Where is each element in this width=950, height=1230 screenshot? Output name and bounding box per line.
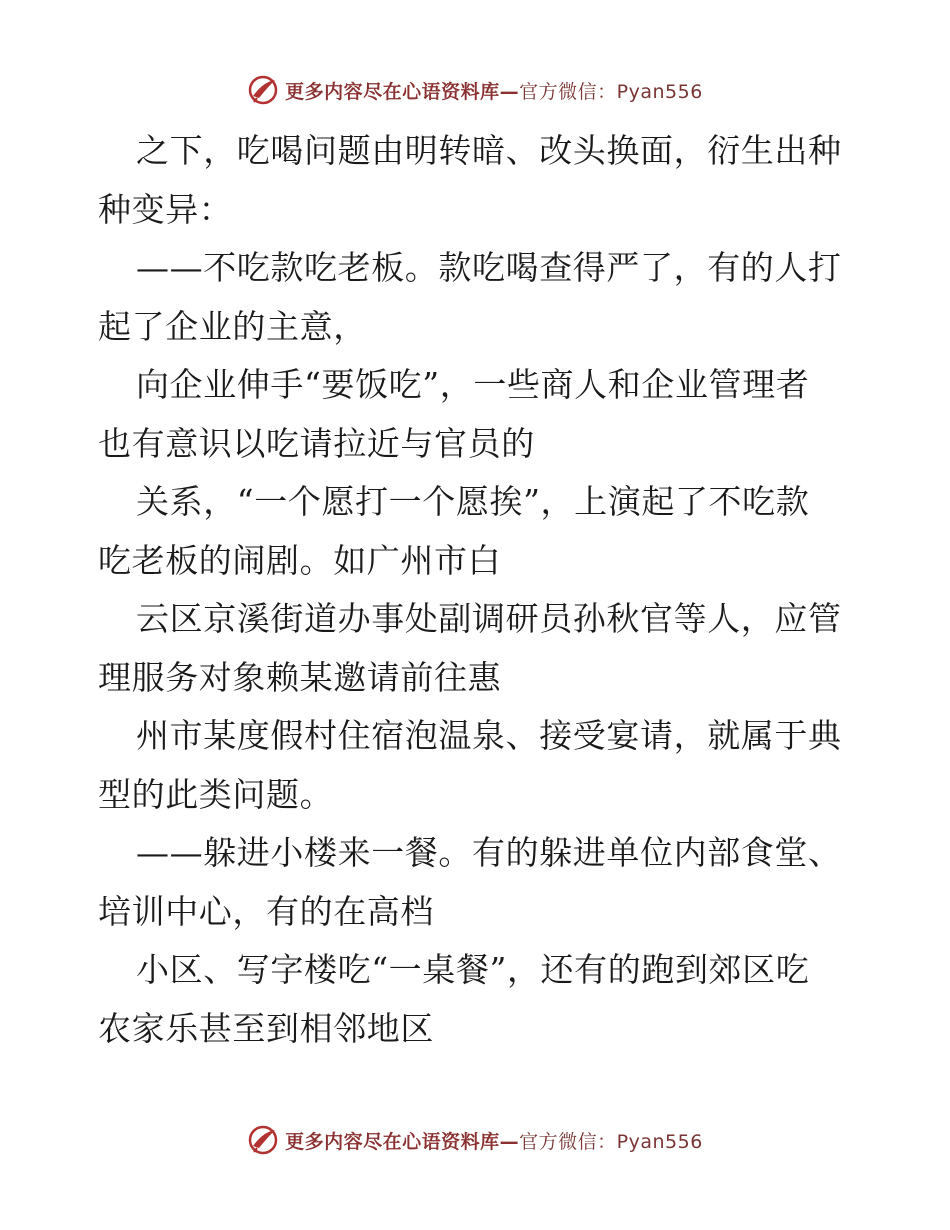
body-text xyxy=(98,122,858,1058)
text-line: 小区、写字楼吃“一桌餐”，还有的跑到郊区吃 xyxy=(136,950,810,989)
text-line: 理服务对象赖某邀请前往惠 xyxy=(98,657,502,697)
banner-wechat: 官方微信：Pyan556 xyxy=(519,1130,703,1153)
text-line: 州市某度假村住宿泡温泉、接受宴请，就属于典 xyxy=(136,716,842,755)
text-line: 关系，“一个愿打一个愿挨”，上演起了不吃款 xyxy=(136,482,810,521)
footer-banner xyxy=(0,1120,950,1160)
header-banner xyxy=(0,70,950,110)
text-line: ——不吃款吃老板。款吃喝查得严了，有的人打 xyxy=(136,248,842,287)
banner-text xyxy=(285,1127,703,1154)
text-line: 之下，吃喝问题由明转暗、改头换面，衍生出种 xyxy=(136,131,842,170)
banner-text xyxy=(285,77,703,104)
pen-logo-icon xyxy=(247,74,279,106)
text-line: ——躲进小楼来一餐。有的躲进单位内部食堂、 xyxy=(136,833,842,872)
text-line: 云区京溪街道办事处副调研员孙秋官等人，应管 xyxy=(136,599,842,638)
banner-main-text: 更多内容尽在心语资料库— xyxy=(285,1130,520,1153)
banner-wechat: 官方微信：Pyan556 xyxy=(519,80,703,103)
text-line: 种变异： xyxy=(98,189,233,229)
text-line: 也有意识以吃请拉近与官员的 xyxy=(98,423,535,463)
text-line: 向企业伸手“要饭吃”，一些商人和企业管理者 xyxy=(136,365,810,404)
pen-logo-icon xyxy=(247,1124,279,1156)
text-line: 型的此类问题。 xyxy=(98,774,334,814)
text-line: 农家乐甚至到相邻地区 xyxy=(98,1008,434,1048)
text-line: 培训中心，有的在高档 xyxy=(98,891,434,931)
banner-main-text: 更多内容尽在心语资料库— xyxy=(285,80,520,103)
text-line: 吃老板的闹剧。如广州市白 xyxy=(98,540,502,580)
text-line: 起了企业的主意， xyxy=(98,306,367,346)
